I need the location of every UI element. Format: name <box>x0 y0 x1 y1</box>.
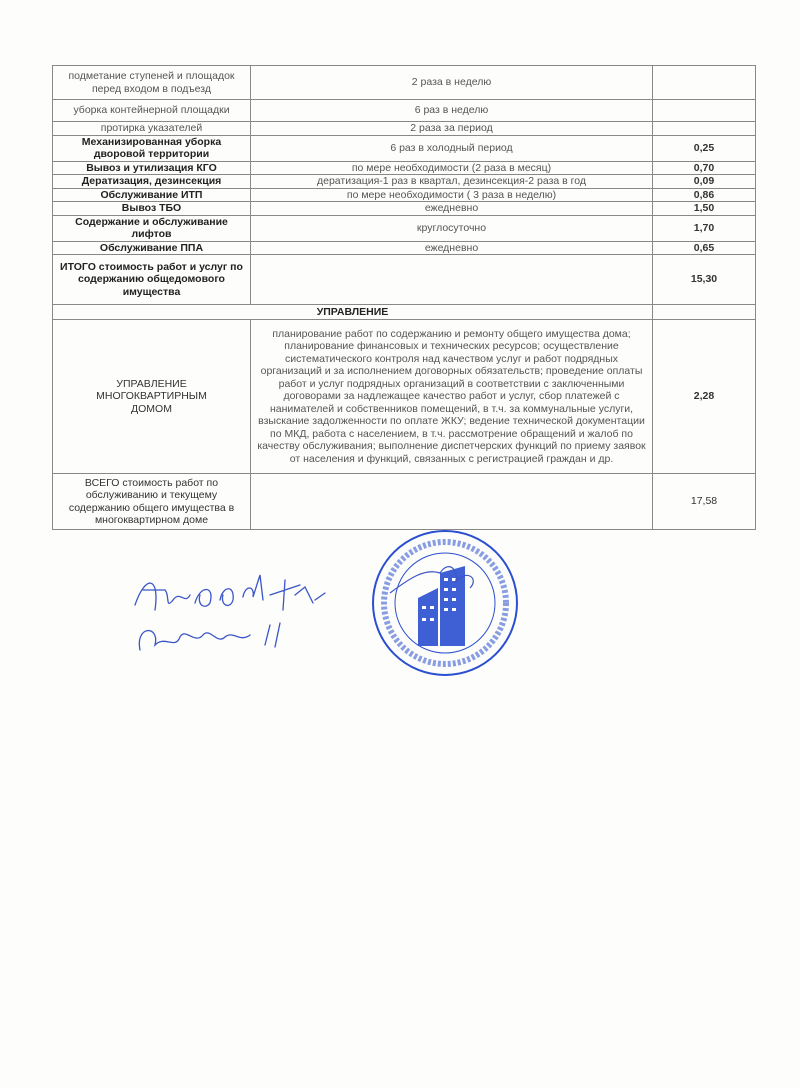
service-cost <box>653 100 756 122</box>
service-frequency: 6 раз в холодный период <box>251 135 653 161</box>
subtotal-row <box>53 255 756 305</box>
service-cost <box>653 66 756 100</box>
service-frequency: 2 раза за период <box>251 122 653 136</box>
service-frequency: по мере необходимости (2 раза в месяц) <box>251 161 653 175</box>
service-frequency: ежедневно <box>251 202 653 216</box>
handwritten-signature <box>125 565 365 665</box>
service-cost <box>653 122 756 136</box>
table-row <box>53 202 756 216</box>
service-name: Содержание и обслуживание лифтов <box>53 215 251 241</box>
service-frequency: 2 раза в неделю <box>251 66 653 100</box>
service-name: Вывоз и утилизация КГО <box>53 161 251 175</box>
service-cost: 0,09 <box>653 175 756 189</box>
service-cost: 1,50 <box>653 202 756 216</box>
service-frequency: ежедневно <box>251 241 653 255</box>
table-row <box>53 135 756 161</box>
service-frequency: дератизация-1 раз в квартал, дезинсекция-2 раза в год <box>251 175 653 189</box>
service-frequency: круглосуточно <box>251 215 653 241</box>
management-description: планирование работ по содержанию и ремонту общего имущества дома; планирование финансовых и технических ресурсов; осуществление систематического контроля над качеством услуг и работ подрядных организаций и за исполнением договорных обязательств; проведение оплаты работ и услуг подрядных организаций в соответствии с заключенными договорами за надлежащее качество работ и услуг, сбор платежей с нанимателей и собственников помещений, в т.ч. за коммунальные услуги, взыскание задолженности по оплате ЖКУ; ведение технической документации по МКД, работа с населением, в т.ч. рассмотрение обращений и жалоб по качеству обслуживания; выполнение диспетчерских функций по приему заявок от населения и функций, связанных с регистрацией граждан и др. <box>251 320 653 474</box>
service-name: Вывоз ТБО <box>53 202 251 216</box>
service-name: уборка контейнерной площадки <box>53 100 251 122</box>
section-header: УПРАВЛЕНИЕ <box>53 305 653 320</box>
service-cost: 0,86 <box>653 188 756 202</box>
service-name: Механизированная уборка дворовой территории <box>53 135 251 161</box>
subtotal-label: ИТОГО стоимость работ и услуг по содержанию общедомового имущества <box>53 255 251 305</box>
management-name: УПРАВЛЕНИЕ МНОГОКВАРТИРНЫМ ДОМОМ <box>53 320 251 474</box>
company-stamp <box>370 528 520 678</box>
service-cost: 0,70 <box>653 161 756 175</box>
service-cost: 0,25 <box>653 135 756 161</box>
total-cost: 17,58 <box>653 474 756 530</box>
services-table <box>52 65 756 530</box>
subtotal-cost: 15,30 <box>653 255 756 305</box>
table-row <box>53 215 756 241</box>
service-cost: 1,70 <box>653 215 756 241</box>
service-name: протирка указателей <box>53 122 251 136</box>
total-row <box>53 474 756 530</box>
table-row <box>53 66 756 100</box>
table-row <box>53 122 756 136</box>
service-frequency: по мере необходимости ( 3 раза в неделю) <box>251 188 653 202</box>
service-frequency: 6 раз в неделю <box>251 100 653 122</box>
total-label: ВСЕГО стоимость работ по обслуживанию и текущему содержанию общего имущества в многоквартирном доме <box>53 474 251 530</box>
table-row <box>53 100 756 122</box>
management-cost: 2,28 <box>653 320 756 474</box>
table-row <box>53 161 756 175</box>
service-name: Обслуживание ИТП <box>53 188 251 202</box>
service-name: подметание ступеней и площадок перед входом в подъезд <box>53 66 251 100</box>
table-row <box>53 241 756 255</box>
table-row <box>53 175 756 189</box>
service-name: Дератизация, дезинсекция <box>53 175 251 189</box>
service-cost: 0,65 <box>653 241 756 255</box>
section-header-row <box>53 305 756 320</box>
management-row <box>53 320 756 474</box>
table-row <box>53 188 756 202</box>
service-name: Обслуживание ППА <box>53 241 251 255</box>
